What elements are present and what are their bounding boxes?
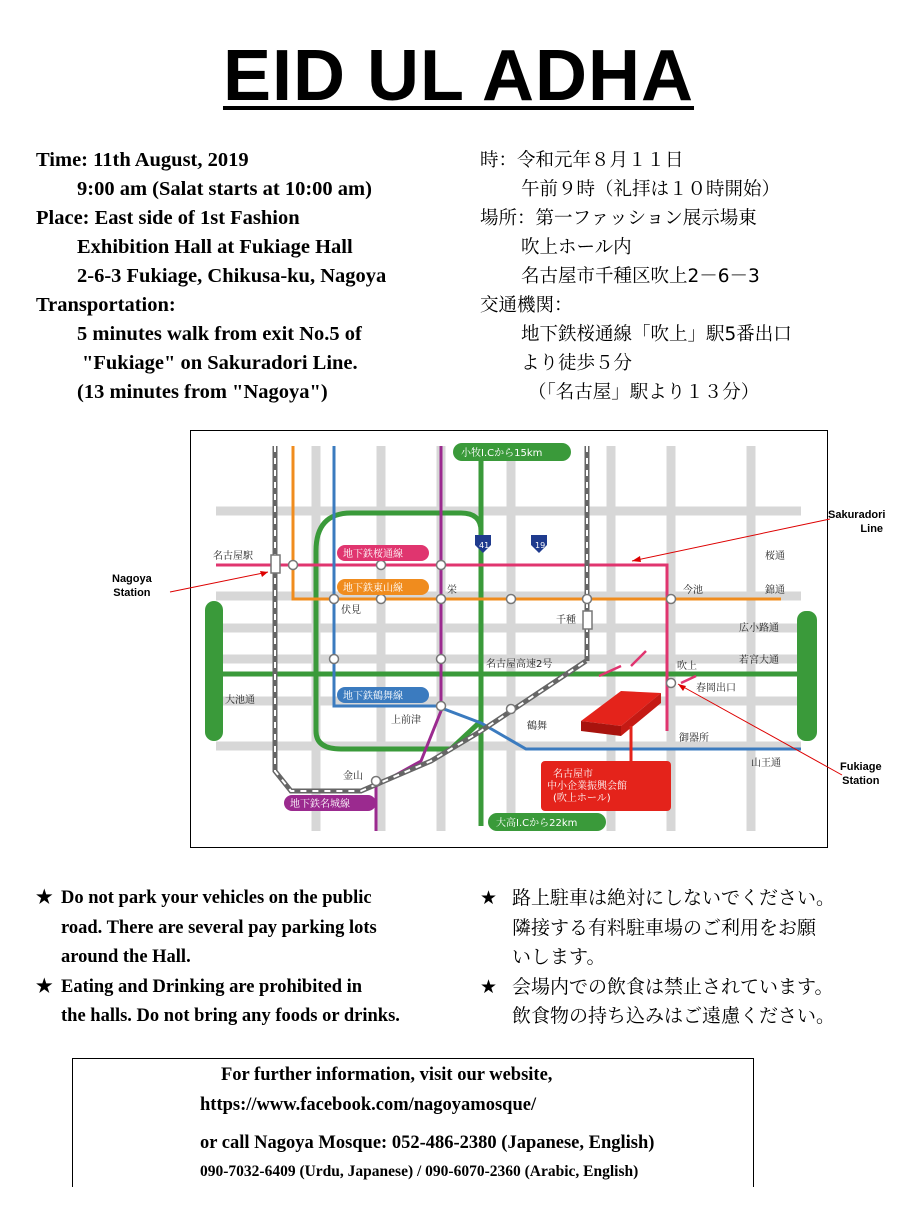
note-line: 飲食物の持ち込みはご遠慮ください。 [512, 1005, 836, 1027]
fushimi-label: 伏見 [341, 605, 361, 616]
place-line: Place: East side of 1st Fashion [36, 207, 300, 229]
jp-time-line-2: 午前９時（礼拝は１０時開始） [521, 179, 781, 200]
nishi-jct-sign [205, 601, 223, 741]
transport-line-2: "Fukiage" on Sakuradori Line. [82, 352, 358, 374]
time-line-2: 9:00 am (Salat starts at 10:00 am) [77, 178, 372, 200]
note-parking-en [36, 884, 400, 973]
jp-transport-label: 交通機関： [480, 295, 573, 316]
sakuradori-label: 地下鉄桜通線 [343, 549, 403, 560]
hall-label-3: (吹上ホール) [553, 793, 611, 804]
nagoya-callout-arrow [160, 560, 280, 600]
place-line-2: Exhibition Hall at Fukiage Hall [77, 236, 353, 258]
tsurumai-label: 地下鉄鶴舞線 [343, 691, 403, 702]
sakae-label: 栄 [447, 585, 457, 596]
note-line: around the Hall. [61, 947, 191, 967]
time-line: Time: 11th August, 2019 [36, 149, 249, 171]
hirokoji-label: 広小路通 [739, 623, 779, 634]
note-line: road. There are several pay parking lots [61, 917, 377, 938]
kosoku2-label: 名古屋高速2号 [486, 659, 553, 670]
hall-label-2: 中小企業振興会館 [547, 781, 627, 792]
kanayama-label: 金山 [343, 771, 363, 782]
phone-line: or call Nagoya Mosque: 052-486-2380 (Japanese, English) [200, 1133, 655, 1153]
note-eating-jp [480, 973, 835, 1032]
japanese-details [480, 146, 792, 407]
fukiage-station-callout: Fukiage Station [840, 761, 882, 787]
contact-info-box [72, 1058, 754, 1187]
event-title: EID UL ADHA [222, 36, 695, 116]
gokiso-label: 御器所 [679, 733, 709, 744]
star-icon: ★ [480, 975, 498, 998]
sannou-label: 山王通 [751, 758, 781, 769]
higashiyama-label: 地下鉄東山線 [343, 583, 403, 594]
note-parking-jp [480, 884, 835, 973]
ootaka-ic-label: 大高I.Cから22km [496, 818, 578, 829]
place-line-3: 2-6-3 Fukiage, Chikusa-ku, Nagoya [77, 265, 387, 287]
access-map [190, 430, 828, 848]
nagoya-eki-label: 名古屋駅 [213, 551, 253, 562]
hall-label-1: 名古屋市 [553, 769, 593, 780]
tsurumai-st-label: 鶴舞 [527, 721, 547, 732]
transport-label: Transportation: [36, 294, 176, 316]
imaike-label: 今池 [683, 585, 703, 596]
note-line: いします。 [512, 946, 606, 968]
fukiage-label: 吹上 [677, 661, 697, 672]
jp-transport-line-1: 地下鉄桜通線「吹上」駅5番出口 [521, 324, 792, 345]
transport-line-3: (13 minutes from "Nagoya") [77, 381, 328, 403]
star-icon: ★ [36, 976, 53, 997]
english-details [36, 146, 386, 407]
route-19-label: 19 [535, 541, 546, 550]
transport-line-1: 5 minutes walk from exit No.5 of [77, 323, 362, 345]
note-line: 会場内での飲食は禁止されています。 [512, 975, 834, 998]
jp-place-line: 場所：第一ファッション展示場東 [480, 208, 757, 229]
note-line: the halls. Do not bring any foods or drinks. [61, 1006, 400, 1026]
wakamiya-label: 若宮大通 [739, 655, 779, 666]
jp-place-line-3: 名古屋市千種区吹上2－6－3 [521, 266, 760, 287]
ooike-label: 大池通 [225, 695, 255, 706]
website-link[interactable]: https://www.facebook.com/nagoyamosque/ [200, 1095, 537, 1115]
jp-place-line-2: 吹上ホール内 [521, 237, 632, 258]
note-eating-en [36, 973, 400, 1032]
sakuradori-callout-arrow [620, 515, 835, 565]
sakuradori-line-callout: Sakuradori Line [828, 509, 886, 535]
meijo-label: 地下鉄名城線 [290, 799, 350, 810]
kamimaezu-label: 上前津 [391, 715, 421, 726]
note-line: Eating and Drinking are prohibited in [61, 976, 363, 997]
notes-english [36, 884, 400, 1032]
fukiage-callout-arrow [670, 680, 850, 780]
jp-transport-line-3: （「名古屋」駅より１３分） [528, 382, 760, 403]
notes-japanese [480, 884, 835, 1032]
note-line: 路上駐車は絶対にしないでください。 [512, 887, 836, 909]
chikusa-label: 千種 [556, 615, 576, 626]
info-intro: For further information, visit our website, [221, 1065, 553, 1085]
note-line: Do not park your vehicles on the public [61, 888, 372, 908]
star-icon: ★ [480, 887, 498, 909]
jp-time-line: 時：令和元年８月１１日 [480, 150, 684, 171]
star-icon: ★ [36, 888, 53, 908]
sakura-dori-label: 桜通 [765, 551, 785, 562]
jp-transport-line-2: より徒歩５分 [521, 353, 633, 374]
note-line: 隣接する有料駐車場のご利用をお願 [512, 916, 817, 939]
nishiki-dori-label: 錦通 [765, 585, 785, 596]
kasuoka-label: 春岡出口 [696, 683, 736, 694]
phone-line-2: 090-7032-6409 (Urdu, Japanese) / 090-6070-2360 (Arabic, English) [200, 1163, 639, 1180]
route-41-label: 41 [479, 541, 490, 550]
map-svg [191, 431, 827, 847]
nagoya-station-callout: Nagoya Station [112, 573, 152, 599]
komaki-ic-label: 小牧I.Cから15km [461, 448, 543, 459]
